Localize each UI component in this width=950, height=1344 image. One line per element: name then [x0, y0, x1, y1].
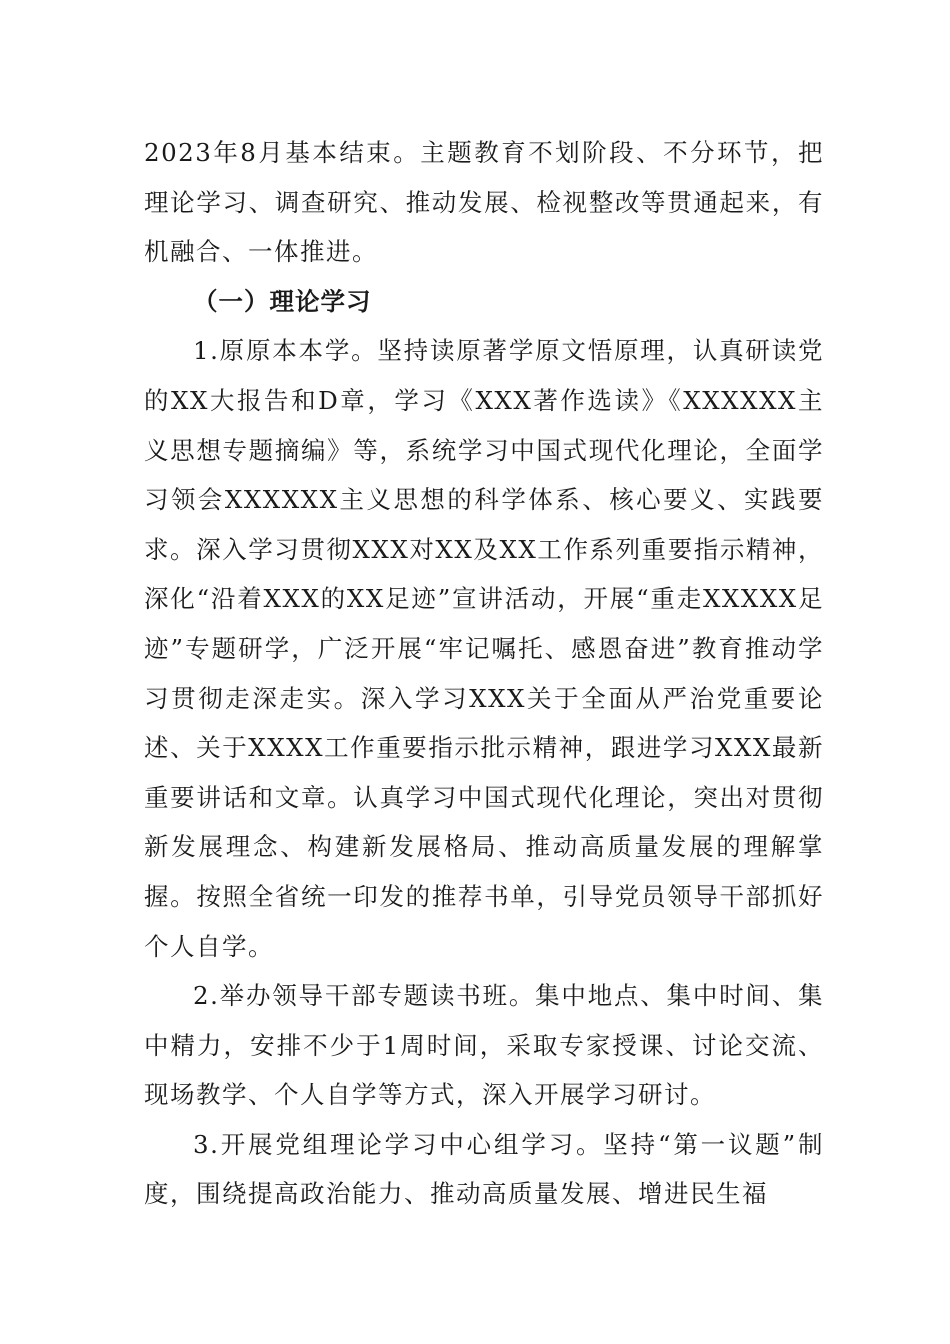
item-paragraph-2: 2.举办领导干部专题读书班。集中地点、集中时间、集中精力，安排不少于1周时间，采取专家授课、讨论交流、现场教学、个人自学等方式，深入开展学习研讨。 — [144, 981, 824, 1110]
item-paragraph-1: 1.原原本本学。坚持读原著学原文悟原理，认真研读党的XX大报告和D章，学习《XXX著作选读》《XXXXXX主义思想专题摘编》等，系统学习中国式现代化理论，全面学习领会XXXXXX主义思想的科学体系、核心要义、实践要求。深入学习贯彻XXX对XX及XX工作系列重要指示精神，深化“沿着XXX的XX足迹”宣讲活动，开展“重走XXXXX足迹”专题研学，广泛开展“牢记嘱托、感恩奋进”教育推动学习贯彻走深走实。深入学习XXX关于全面从严治党重要论述、关于XXXX工作重要指示批示精神，跟进学习XXX最新重要讲话和文章。认真学习中国式现代化理论，突出对贯彻新发展理念、构建新发展格局、推动高质量发展的理解掌握。按照全省统一印发的推荐书单，引导党员领导干部抓好个人自学。 — [144, 336, 824, 961]
item-paragraph-3: 3.开展党组理论学习中心组学习。坚持“第一议题”制度，围绕提高政治能力、推动高质量发展、增进民生福 — [144, 1129, 824, 1209]
document-body — [144, 128, 824, 1219]
section-heading: （一）理论学习 — [193, 286, 372, 316]
intro-paragraph: 2023年8月基本结束。主题教育不划阶段、不分环节，把理论学习、调查研究、推动发展、检视整改等贯通起来，有机融合、一体推进。 — [144, 138, 824, 267]
